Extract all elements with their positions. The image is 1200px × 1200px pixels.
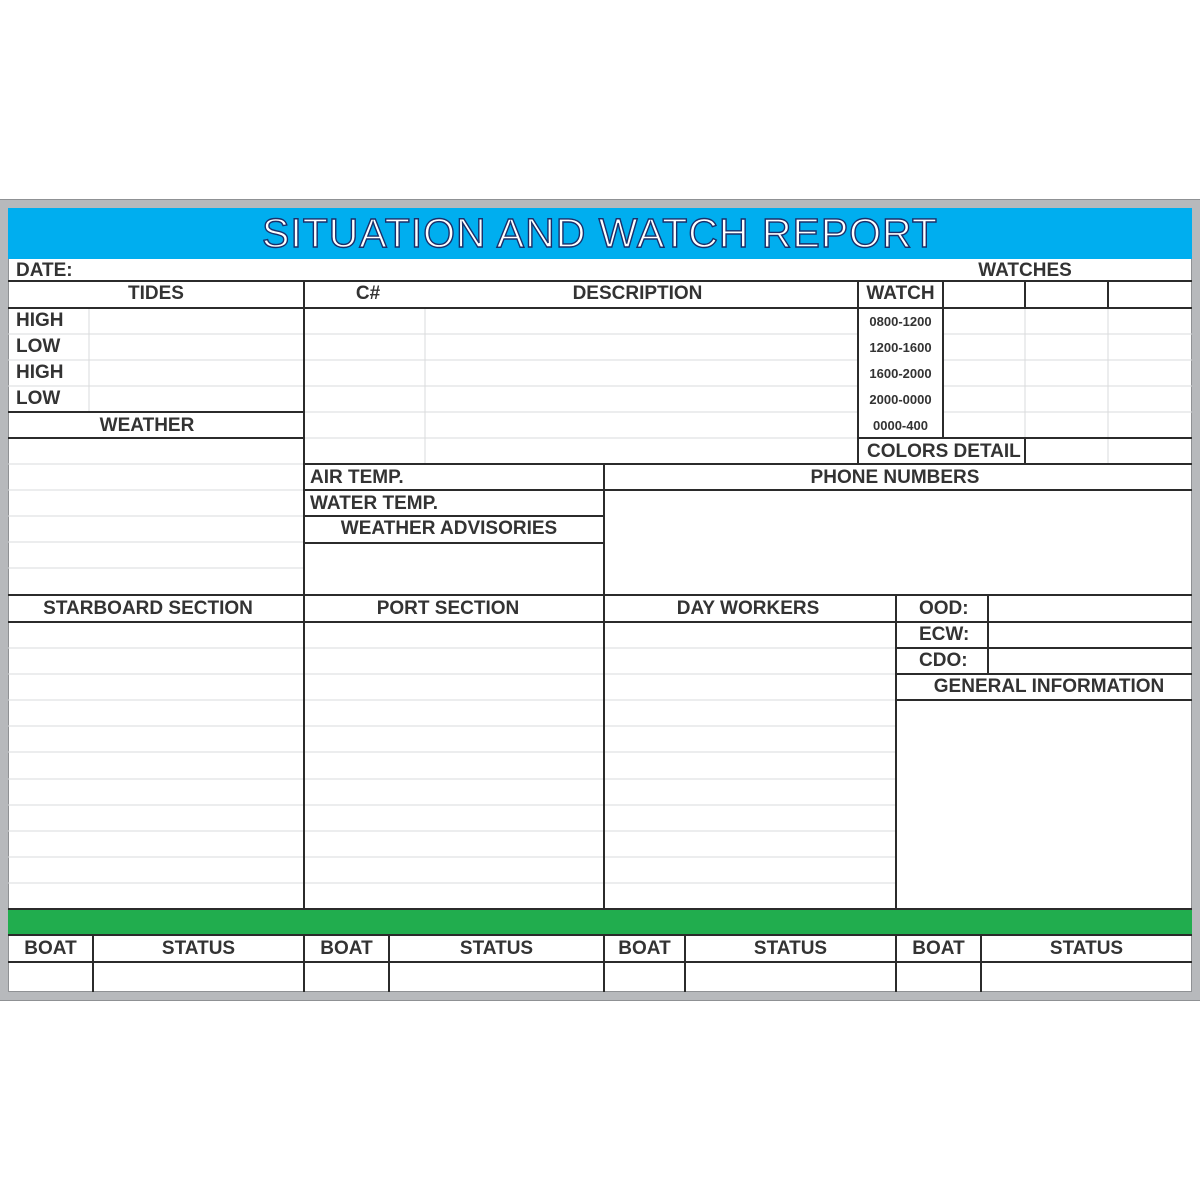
weather-advisories-header: WEATHER ADVISORIES: [340, 518, 558, 539]
boat-header: BOAT: [912, 938, 965, 959]
status-header: STATUS: [1049, 938, 1124, 959]
phone-numbers-header: PHONE NUMBERS: [810, 467, 980, 488]
c-number-header: C#: [355, 283, 381, 304]
boat-header: BOAT: [24, 938, 77, 959]
tide-row-label: LOW: [16, 388, 61, 409]
description-header: DESCRIPTION: [572, 283, 703, 304]
date-label: DATE:: [16, 260, 73, 281]
weather-header: WEATHER: [99, 415, 195, 436]
tide-row-label: HIGH: [16, 310, 64, 331]
watch-time-label: 2000-0000: [869, 392, 932, 407]
general-information-header: GENERAL INFORMATION: [933, 676, 1165, 697]
watch-time-label: 0000-400: [873, 418, 928, 433]
port-section-header: PORT SECTION: [376, 598, 520, 619]
status-header: STATUS: [161, 938, 236, 959]
starboard-section-header: STARBOARD SECTION: [43, 598, 253, 619]
watch-header: WATCH: [866, 283, 935, 304]
colors-detail-label: COLORS DETAIL: [867, 441, 1021, 462]
tide-row-label: LOW: [16, 336, 61, 357]
watch-time-label: 1600-2000: [869, 366, 932, 381]
tides-header: TIDES: [128, 283, 184, 304]
ecw-label: ECW:: [919, 624, 970, 645]
board-title: SITUATION AND WATCH REPORT: [262, 210, 938, 256]
ood-label: OOD:: [919, 598, 969, 619]
watches-label: WATCHES: [978, 260, 1072, 281]
status-header: STATUS: [753, 938, 828, 959]
watch-time-label: 0800-1200: [869, 314, 932, 329]
water-temp-label: WATER TEMP.: [310, 493, 439, 514]
day-workers-header: DAY WORKERS: [676, 598, 820, 619]
watch-time-label: 1200-1600: [869, 340, 932, 355]
cdo-label: CDO:: [919, 650, 968, 671]
status-header: STATUS: [459, 938, 534, 959]
air-temp-label: AIR TEMP.: [310, 467, 404, 488]
boat-header: BOAT: [320, 938, 373, 959]
boat-header: BOAT: [618, 938, 671, 959]
tide-row-label: HIGH: [16, 362, 64, 383]
